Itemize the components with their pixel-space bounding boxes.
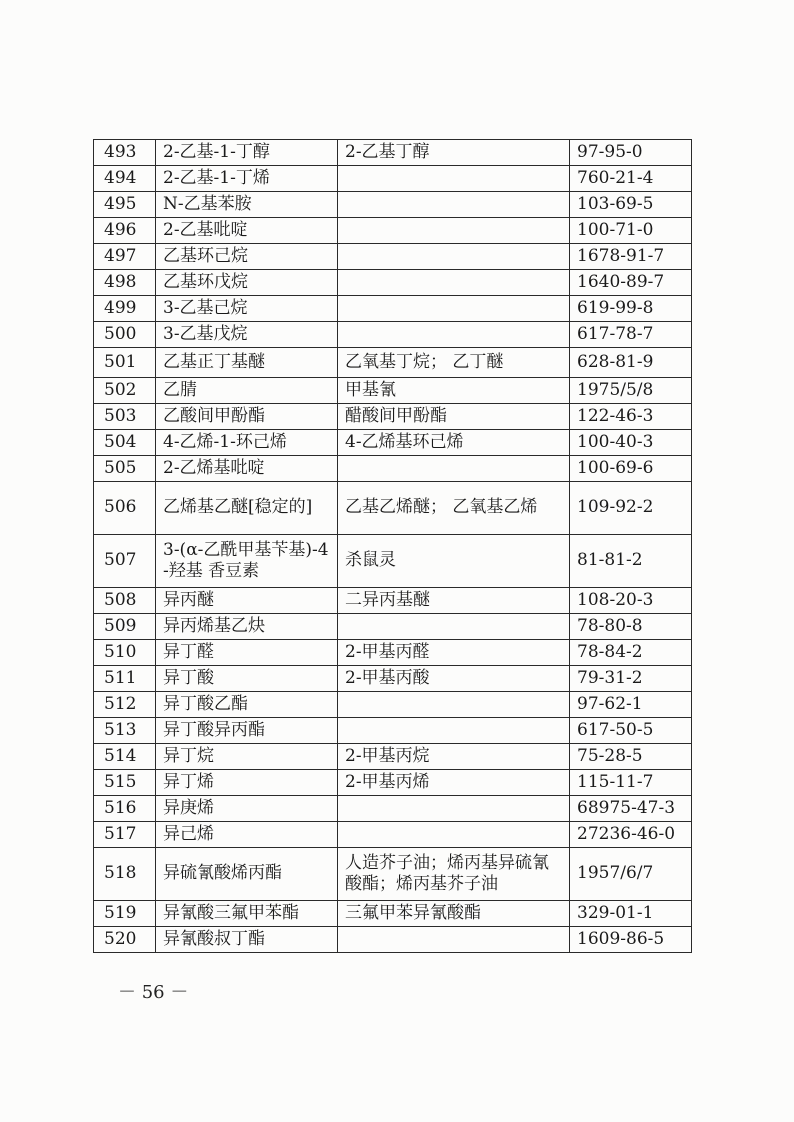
table-row <box>94 640 692 666</box>
cell-alias <box>338 192 570 218</box>
cell-alias: 三氟甲苯异氰酸酯 <box>338 901 570 927</box>
cell-alias <box>338 796 570 822</box>
cell-cas-number: 628-81-9 <box>570 348 692 378</box>
table-row <box>94 218 692 244</box>
cell-number: 514 <box>94 744 156 770</box>
cell-number: 520 <box>94 927 156 953</box>
cell-chemical-name: 异丁醛 <box>156 640 338 666</box>
cell-chemical-name: 异丙烯基乙炔 <box>156 614 338 640</box>
table-row <box>94 430 692 456</box>
cell-number: 516 <box>94 796 156 822</box>
cell-cas-number: 78-80-8 <box>570 614 692 640</box>
cell-alias <box>338 218 570 244</box>
cell-cas-number: 109-92-2 <box>570 482 692 535</box>
cell-alias <box>338 927 570 953</box>
cell-chemical-name: 异己烯 <box>156 822 338 848</box>
cell-alias: 人造芥子油；烯丙基异硫氰酸酯；烯丙基芥子油 <box>338 848 570 901</box>
cell-cas-number: 100-40-3 <box>570 430 692 456</box>
cell-alias: 2-乙基丁醇 <box>338 140 570 166</box>
table-row <box>94 588 692 614</box>
cell-number: 497 <box>94 244 156 270</box>
cell-number: 493 <box>94 140 156 166</box>
cell-alias: 4-乙烯基环己烯 <box>338 430 570 456</box>
cell-chemical-name: 异丁烷 <box>156 744 338 770</box>
cell-number: 503 <box>94 404 156 430</box>
cell-number: 495 <box>94 192 156 218</box>
cell-number: 511 <box>94 666 156 692</box>
cell-number: 509 <box>94 614 156 640</box>
cell-number: 501 <box>94 348 156 378</box>
cell-chemical-name: 2-乙基吡啶 <box>156 218 338 244</box>
cell-alias <box>338 456 570 482</box>
cell-cas-number: 97-95-0 <box>570 140 692 166</box>
cell-number: 515 <box>94 770 156 796</box>
cell-cas-number: 1640-89-7 <box>570 270 692 296</box>
cell-number: 506 <box>94 482 156 535</box>
table-row <box>94 166 692 192</box>
cell-cas-number: 81-81-2 <box>570 535 692 588</box>
cell-cas-number: 329-01-1 <box>570 901 692 927</box>
cell-alias <box>338 614 570 640</box>
table-row <box>94 927 692 953</box>
cell-chemical-name: 乙基环己烷 <box>156 244 338 270</box>
table-row <box>94 614 692 640</box>
cell-alias: 2-甲基丙烷 <box>338 744 570 770</box>
table-row <box>94 770 692 796</box>
cell-chemical-name: 乙酸间甲酚酯 <box>156 404 338 430</box>
cell-chemical-name: 乙腈 <box>156 378 338 404</box>
cell-chemical-name: 乙烯基乙醚[稳定的] <box>156 482 338 535</box>
cell-alias: 2-甲基丙醛 <box>338 640 570 666</box>
cell-number: 519 <box>94 901 156 927</box>
table-row <box>94 718 692 744</box>
cell-cas-number: 79-31-2 <box>570 666 692 692</box>
cell-alias: 醋酸间甲酚酯 <box>338 404 570 430</box>
cell-cas-number: 75-28-5 <box>570 744 692 770</box>
cell-alias <box>338 692 570 718</box>
cell-chemical-name: 2-乙烯基吡啶 <box>156 456 338 482</box>
table-row <box>94 796 692 822</box>
cell-number: 510 <box>94 640 156 666</box>
cell-chemical-name: 异丁酸 <box>156 666 338 692</box>
cell-cas-number: 100-69-6 <box>570 456 692 482</box>
table-row <box>94 692 692 718</box>
cell-chemical-name: 2-乙基-1-丁烯 <box>156 166 338 192</box>
cell-number: 502 <box>94 378 156 404</box>
cell-alias <box>338 270 570 296</box>
cell-alias: 乙氧基丁烷； 乙丁醚 <box>338 348 570 378</box>
table-row <box>94 270 692 296</box>
cell-chemical-name: 异丙醚 <box>156 588 338 614</box>
table-row <box>94 378 692 404</box>
cell-number: 499 <box>94 296 156 322</box>
table-row <box>94 901 692 927</box>
cell-number: 498 <box>94 270 156 296</box>
table-row <box>94 140 692 166</box>
cell-chemical-name: 乙基环戊烷 <box>156 270 338 296</box>
table-row <box>94 822 692 848</box>
cell-alias: 甲基氰 <box>338 378 570 404</box>
cell-chemical-name: N-乙基苯胺 <box>156 192 338 218</box>
cell-alias <box>338 322 570 348</box>
cell-alias: 乙基乙烯醚； 乙氧基乙烯 <box>338 482 570 535</box>
cell-chemical-name: 异氰酸三氟甲苯酯 <box>156 901 338 927</box>
cell-cas-number: 78-84-2 <box>570 640 692 666</box>
cell-alias <box>338 822 570 848</box>
cell-cas-number: 760-21-4 <box>570 166 692 192</box>
cell-chemical-name: 异氰酸叔丁酯 <box>156 927 338 953</box>
cell-chemical-name: 异庚烯 <box>156 796 338 822</box>
cell-cas-number: 100-71-0 <box>570 218 692 244</box>
table-row <box>94 348 692 378</box>
cell-cas-number: 122-46-3 <box>570 404 692 430</box>
table-row <box>94 666 692 692</box>
cell-cas-number: 68975-47-3 <box>570 796 692 822</box>
cell-alias: 2-甲基丙酸 <box>338 666 570 692</box>
cell-cas-number: 1678-91-7 <box>570 244 692 270</box>
cell-number: 505 <box>94 456 156 482</box>
cell-cas-number: 1975/5/8 <box>570 378 692 404</box>
cell-number: 494 <box>94 166 156 192</box>
cell-cas-number: 617-78-7 <box>570 322 692 348</box>
cell-cas-number: 115-11-7 <box>570 770 692 796</box>
table-row <box>94 456 692 482</box>
page-number: － 56 － <box>118 982 189 1003</box>
cell-alias: 2-甲基丙烯 <box>338 770 570 796</box>
cell-alias <box>338 296 570 322</box>
table-row <box>94 404 692 430</box>
cell-cas-number: 1609-86-5 <box>570 927 692 953</box>
table-body <box>94 140 692 953</box>
cell-chemical-name: 异丁酸异丙酯 <box>156 718 338 744</box>
cell-alias <box>338 166 570 192</box>
cell-cas-number: 1957/6/7 <box>570 848 692 901</box>
table-row <box>94 482 692 535</box>
table-row <box>94 244 692 270</box>
cell-chemical-name: 3-乙基戊烷 <box>156 322 338 348</box>
table-row <box>94 744 692 770</box>
cell-number: 517 <box>94 822 156 848</box>
table-row <box>94 322 692 348</box>
cell-cas-number: 619-99-8 <box>570 296 692 322</box>
cell-chemical-name: 2-乙基-1-丁醇 <box>156 140 338 166</box>
cell-alias: 杀鼠灵 <box>338 535 570 588</box>
cell-number: 507 <box>94 535 156 588</box>
cell-cas-number: 27236-46-0 <box>570 822 692 848</box>
chemical-table <box>93 139 692 953</box>
cell-chemical-name: 3-(α-乙酰甲基苄基)-4-羟基 香豆素 <box>156 535 338 588</box>
cell-number: 496 <box>94 218 156 244</box>
cell-cas-number: 103-69-5 <box>570 192 692 218</box>
cell-chemical-name: 4-乙烯-1-环己烯 <box>156 430 338 456</box>
cell-number: 518 <box>94 848 156 901</box>
cell-chemical-name: 异硫氰酸烯丙酯 <box>156 848 338 901</box>
cell-number: 500 <box>94 322 156 348</box>
table-row <box>94 192 692 218</box>
cell-chemical-name: 异丁酸乙酯 <box>156 692 338 718</box>
cell-cas-number: 108-20-3 <box>570 588 692 614</box>
cell-chemical-name: 异丁烯 <box>156 770 338 796</box>
cell-cas-number: 617-50-5 <box>570 718 692 744</box>
cell-cas-number: 97-62-1 <box>570 692 692 718</box>
table-row <box>94 848 692 901</box>
cell-chemical-name: 乙基正丁基醚 <box>156 348 338 378</box>
cell-alias <box>338 718 570 744</box>
cell-number: 512 <box>94 692 156 718</box>
cell-alias <box>338 244 570 270</box>
cell-alias: 二异丙基醚 <box>338 588 570 614</box>
table-row <box>94 535 692 588</box>
table-row <box>94 296 692 322</box>
cell-chemical-name: 3-乙基己烷 <box>156 296 338 322</box>
cell-number: 504 <box>94 430 156 456</box>
cell-number: 513 <box>94 718 156 744</box>
cell-number: 508 <box>94 588 156 614</box>
